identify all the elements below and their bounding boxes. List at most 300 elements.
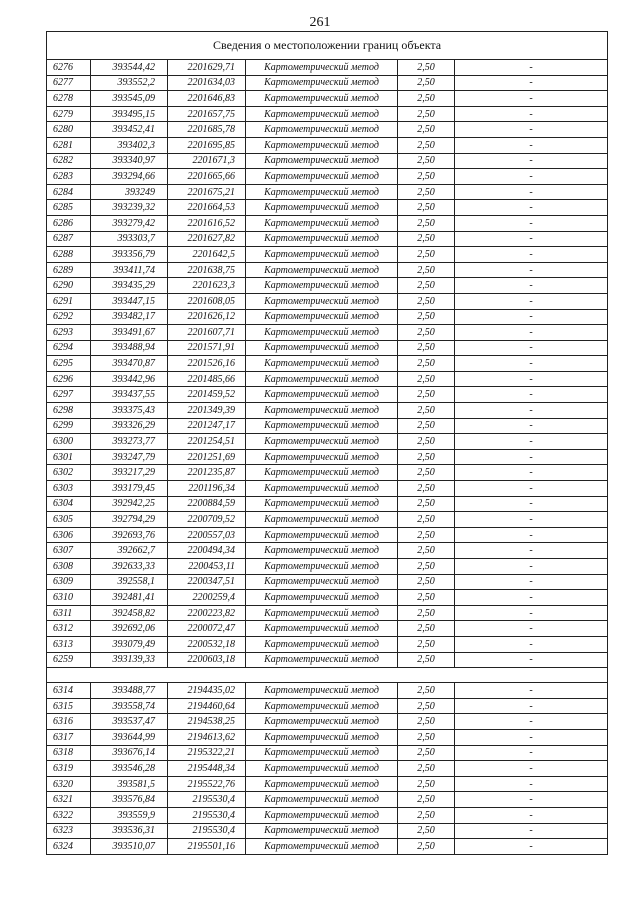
table-row <box>47 683 608 699</box>
accuracy-cell: 2,50 <box>398 231 455 247</box>
y-coordinate-cell: 2194435,02 <box>168 683 246 699</box>
description-cell: - <box>455 200 608 216</box>
table-row <box>47 574 608 590</box>
table-row <box>47 403 608 419</box>
x-coordinate-cell: 393079,49 <box>91 636 168 652</box>
method-cell: Картометрический метод <box>246 293 398 309</box>
x-coordinate-cell: 393179,45 <box>91 481 168 497</box>
y-coordinate-cell: 2200259,4 <box>168 590 246 606</box>
x-coordinate-cell: 392662,7 <box>91 543 168 559</box>
y-coordinate-cell: 2201526,16 <box>168 356 246 372</box>
table-row <box>47 761 608 777</box>
table-row <box>47 247 608 263</box>
x-coordinate-cell: 392633,33 <box>91 559 168 575</box>
table-row <box>47 122 608 138</box>
point-number-cell: 6290 <box>47 278 91 294</box>
accuracy-cell: 2,50 <box>398 434 455 450</box>
x-coordinate-cell: 392794,29 <box>91 512 168 528</box>
point-number-cell: 6293 <box>47 325 91 341</box>
method-cell: Картометрический метод <box>246 714 398 730</box>
method-cell: Картометрический метод <box>246 527 398 543</box>
method-cell: Картометрический метод <box>246 247 398 263</box>
table-row <box>47 807 608 823</box>
accuracy-cell: 2,50 <box>398 807 455 823</box>
accuracy-cell: 2,50 <box>398 496 455 512</box>
description-cell: - <box>455 745 608 761</box>
point-number-cell: 6318 <box>47 745 91 761</box>
x-coordinate-cell: 393303,7 <box>91 231 168 247</box>
description-cell: - <box>455 356 608 372</box>
description-cell: - <box>455 60 608 76</box>
method-cell: Картометрический метод <box>246 496 398 512</box>
x-coordinate-cell: 393676,14 <box>91 745 168 761</box>
method-cell: Картометрический метод <box>246 807 398 823</box>
accuracy-cell: 2,50 <box>398 745 455 761</box>
method-cell: Картометрический метод <box>246 75 398 91</box>
method-cell: Картометрический метод <box>246 481 398 497</box>
description-cell: - <box>455 543 608 559</box>
description-cell: - <box>455 184 608 200</box>
y-coordinate-cell: 2201235,87 <box>168 465 246 481</box>
method-cell: Картометрический метод <box>246 590 398 606</box>
point-number-cell: 6310 <box>47 590 91 606</box>
table-row <box>47 714 608 730</box>
y-coordinate-cell: 2200709,52 <box>168 512 246 528</box>
description-cell: - <box>455 792 608 808</box>
x-coordinate-cell: 392692,06 <box>91 621 168 637</box>
description-cell: - <box>455 293 608 309</box>
x-coordinate-cell: 393470,87 <box>91 356 168 372</box>
accuracy-cell: 2,50 <box>398 652 455 668</box>
description-cell: - <box>455 683 608 699</box>
x-coordinate-cell: 393340,97 <box>91 153 168 169</box>
accuracy-cell: 2,50 <box>398 340 455 356</box>
accuracy-cell: 2,50 <box>398 60 455 76</box>
table-row <box>47 559 608 575</box>
accuracy-cell: 2,50 <box>398 449 455 465</box>
x-coordinate-cell: 393437,55 <box>91 387 168 403</box>
y-coordinate-cell: 2195530,4 <box>168 823 246 839</box>
description-cell: - <box>455 776 608 792</box>
accuracy-cell: 2,50 <box>398 200 455 216</box>
y-coordinate-cell: 2201459,52 <box>168 387 246 403</box>
point-number-cell: 6324 <box>47 839 91 855</box>
y-coordinate-cell: 2201254,51 <box>168 434 246 450</box>
y-coordinate-cell: 2195322,21 <box>168 745 246 761</box>
x-coordinate-cell: 393495,15 <box>91 106 168 122</box>
description-cell: - <box>455 169 608 185</box>
method-cell: Картометрический метод <box>246 231 398 247</box>
point-number-cell: 6282 <box>47 153 91 169</box>
y-coordinate-cell: 2201657,75 <box>168 106 246 122</box>
accuracy-cell: 2,50 <box>398 247 455 263</box>
x-coordinate-cell: 392458,82 <box>91 605 168 621</box>
point-number-cell: 6278 <box>47 91 91 107</box>
description-cell: - <box>455 418 608 434</box>
y-coordinate-cell: 2201196,34 <box>168 481 246 497</box>
description-cell: - <box>455 340 608 356</box>
description-cell: - <box>455 309 608 325</box>
table-row <box>47 60 608 76</box>
table-row <box>47 106 608 122</box>
x-coordinate-cell: 393545,09 <box>91 91 168 107</box>
y-coordinate-cell: 2201665,66 <box>168 169 246 185</box>
y-coordinate-cell: 2201247,17 <box>168 418 246 434</box>
x-coordinate-cell: 392481,41 <box>91 590 168 606</box>
point-number-cell: 6288 <box>47 247 91 263</box>
x-coordinate-cell: 393452,41 <box>91 122 168 138</box>
table-row <box>47 481 608 497</box>
page-number: 261 <box>309 15 331 30</box>
point-number-cell: 6306 <box>47 527 91 543</box>
y-coordinate-cell: 2201627,82 <box>168 231 246 247</box>
x-coordinate-cell: 393279,42 <box>91 215 168 231</box>
table-row <box>47 278 608 294</box>
point-number-cell: 6303 <box>47 481 91 497</box>
method-cell: Картометрический метод <box>246 465 398 481</box>
point-number-cell: 6297 <box>47 387 91 403</box>
method-cell: Картометрический метод <box>246 434 398 450</box>
method-cell: Картометрический метод <box>246 823 398 839</box>
accuracy-cell: 2,50 <box>398 823 455 839</box>
table-row <box>47 527 608 543</box>
accuracy-cell: 2,50 <box>398 512 455 528</box>
table-row <box>47 325 608 341</box>
x-coordinate-cell: 393558,74 <box>91 698 168 714</box>
point-number-cell: 6312 <box>47 621 91 637</box>
method-cell: Картометрический метод <box>246 839 398 855</box>
y-coordinate-cell: 2194613,62 <box>168 729 246 745</box>
description-cell: - <box>455 75 608 91</box>
accuracy-cell: 2,50 <box>398 683 455 699</box>
description-cell: - <box>455 807 608 823</box>
accuracy-cell: 2,50 <box>398 325 455 341</box>
accuracy-cell: 2,50 <box>398 387 455 403</box>
description-cell: - <box>455 512 608 528</box>
y-coordinate-cell: 2194460,64 <box>168 698 246 714</box>
method-cell: Картометрический метод <box>246 356 398 372</box>
x-coordinate-cell: 393581,5 <box>91 776 168 792</box>
description-cell: - <box>455 465 608 481</box>
method-cell: Картометрический метод <box>246 403 398 419</box>
table-row <box>47 590 608 606</box>
point-number-cell: 6287 <box>47 231 91 247</box>
point-number-cell: 6300 <box>47 434 91 450</box>
table-row <box>47 418 608 434</box>
point-number-cell: 6294 <box>47 340 91 356</box>
accuracy-cell: 2,50 <box>398 293 455 309</box>
x-coordinate-cell: 393435,29 <box>91 278 168 294</box>
description-cell: - <box>455 91 608 107</box>
method-cell: Картометрический метод <box>246 262 398 278</box>
y-coordinate-cell: 2201642,5 <box>168 247 246 263</box>
point-number-cell: 6295 <box>47 356 91 372</box>
method-cell: Картометрический метод <box>246 574 398 590</box>
method-cell: Картометрический метод <box>246 449 398 465</box>
point-number-cell: 6315 <box>47 698 91 714</box>
method-cell: Картометрический метод <box>246 512 398 528</box>
x-coordinate-cell: 393247,79 <box>91 449 168 465</box>
description-cell: - <box>455 262 608 278</box>
method-cell: Картометрический метод <box>246 325 398 341</box>
accuracy-cell: 2,50 <box>398 169 455 185</box>
y-coordinate-cell: 2201626,12 <box>168 309 246 325</box>
point-number-cell: 6289 <box>47 262 91 278</box>
point-number-cell: 6313 <box>47 636 91 652</box>
accuracy-cell: 2,50 <box>398 839 455 855</box>
point-number-cell: 6259 <box>47 652 91 668</box>
table-row <box>47 91 608 107</box>
accuracy-cell: 2,50 <box>398 698 455 714</box>
point-number-cell: 6280 <box>47 122 91 138</box>
accuracy-cell: 2,50 <box>398 215 455 231</box>
table-row <box>47 792 608 808</box>
y-coordinate-cell: 2200072,47 <box>168 621 246 637</box>
y-coordinate-cell: 2195448,34 <box>168 761 246 777</box>
method-cell: Картометрический метод <box>246 745 398 761</box>
x-coordinate-cell: 393536,31 <box>91 823 168 839</box>
point-number-cell: 6302 <box>47 465 91 481</box>
table-row <box>47 356 608 372</box>
point-number-cell: 6307 <box>47 543 91 559</box>
description-cell: - <box>455 371 608 387</box>
x-coordinate-cell: 393249 <box>91 184 168 200</box>
method-cell: Картометрический метод <box>246 184 398 200</box>
accuracy-cell: 2,50 <box>398 776 455 792</box>
y-coordinate-cell: 2201349,39 <box>168 403 246 419</box>
accuracy-cell: 2,50 <box>398 184 455 200</box>
description-cell: - <box>455 153 608 169</box>
point-number-cell: 6311 <box>47 605 91 621</box>
point-number-cell: 6308 <box>47 559 91 575</box>
point-number-cell: 6291 <box>47 293 91 309</box>
description-cell: - <box>455 137 608 153</box>
method-cell: Картометрический метод <box>246 91 398 107</box>
table-row <box>47 621 608 637</box>
x-coordinate-cell: 393217,29 <box>91 465 168 481</box>
method-cell: Картометрический метод <box>246 559 398 575</box>
table-row <box>47 215 608 231</box>
x-coordinate-cell: 393482,17 <box>91 309 168 325</box>
y-coordinate-cell: 2201638,75 <box>168 262 246 278</box>
accuracy-cell: 2,50 <box>398 792 455 808</box>
table-row <box>47 293 608 309</box>
point-number-cell: 6299 <box>47 418 91 434</box>
y-coordinate-cell: 2201695,85 <box>168 137 246 153</box>
description-cell: - <box>455 698 608 714</box>
method-cell: Картометрический метод <box>246 761 398 777</box>
x-coordinate-cell: 393544,42 <box>91 60 168 76</box>
method-cell: Картометрический метод <box>246 418 398 434</box>
accuracy-cell: 2,50 <box>398 714 455 730</box>
table-row <box>47 200 608 216</box>
table-row <box>47 776 608 792</box>
description-cell: - <box>455 761 608 777</box>
x-coordinate-cell: 392558,1 <box>91 574 168 590</box>
accuracy-cell: 2,50 <box>398 605 455 621</box>
accuracy-cell: 2,50 <box>398 621 455 637</box>
x-coordinate-cell: 393510,07 <box>91 839 168 855</box>
y-coordinate-cell: 2200603,18 <box>168 652 246 668</box>
table-row <box>47 543 608 559</box>
point-number-cell: 6279 <box>47 106 91 122</box>
method-cell: Картометрический метод <box>246 371 398 387</box>
y-coordinate-cell: 2201616,52 <box>168 215 246 231</box>
accuracy-cell: 2,50 <box>398 122 455 138</box>
method-cell: Картометрический метод <box>246 340 398 356</box>
point-number-cell: 6314 <box>47 683 91 699</box>
x-coordinate-cell: 393491,67 <box>91 325 168 341</box>
y-coordinate-cell: 2201608,05 <box>168 293 246 309</box>
description-cell: - <box>455 605 608 621</box>
y-coordinate-cell: 2201485,66 <box>168 371 246 387</box>
accuracy-cell: 2,50 <box>398 106 455 122</box>
description-cell: - <box>455 839 608 855</box>
method-cell: Картометрический метод <box>246 652 398 668</box>
table-row <box>47 387 608 403</box>
point-number-cell: 6285 <box>47 200 91 216</box>
point-number-cell: 6277 <box>47 75 91 91</box>
method-cell: Картометрический метод <box>246 776 398 792</box>
method-cell: Картометрический метод <box>246 309 398 325</box>
table-row <box>47 309 608 325</box>
y-coordinate-cell: 2201664,53 <box>168 200 246 216</box>
x-coordinate-cell: 393411,74 <box>91 262 168 278</box>
y-coordinate-cell: 2200223,82 <box>168 605 246 621</box>
description-cell: - <box>455 247 608 263</box>
table-row <box>47 231 608 247</box>
point-number-cell: 6316 <box>47 714 91 730</box>
table-row <box>47 605 608 621</box>
description-cell: - <box>455 106 608 122</box>
description-cell: - <box>455 215 608 231</box>
description-cell: - <box>455 823 608 839</box>
table-title-row <box>47 32 608 60</box>
group-separator-row <box>47 668 608 683</box>
table-row <box>47 449 608 465</box>
x-coordinate-cell: 392693,76 <box>91 527 168 543</box>
description-cell: - <box>455 481 608 497</box>
description-cell: - <box>455 496 608 512</box>
x-coordinate-cell: 393488,94 <box>91 340 168 356</box>
y-coordinate-cell: 2200494,34 <box>168 543 246 559</box>
table-row <box>47 636 608 652</box>
table-row <box>47 698 608 714</box>
accuracy-cell: 2,50 <box>398 761 455 777</box>
accuracy-cell: 2,50 <box>398 356 455 372</box>
point-number-cell: 6309 <box>47 574 91 590</box>
y-coordinate-cell: 2201571,91 <box>168 340 246 356</box>
method-cell: Картометрический метод <box>246 278 398 294</box>
x-coordinate-cell: 393356,79 <box>91 247 168 263</box>
table-row <box>47 75 608 91</box>
x-coordinate-cell: 393402,3 <box>91 137 168 153</box>
x-coordinate-cell: 393559,9 <box>91 807 168 823</box>
point-number-cell: 6283 <box>47 169 91 185</box>
y-coordinate-cell: 2200453,11 <box>168 559 246 575</box>
point-number-cell: 6322 <box>47 807 91 823</box>
method-cell: Картометрический метод <box>246 729 398 745</box>
point-number-cell: 6305 <box>47 512 91 528</box>
table-row <box>47 823 608 839</box>
table-row <box>47 839 608 855</box>
y-coordinate-cell: 2201685,78 <box>168 122 246 138</box>
description-cell: - <box>455 278 608 294</box>
x-coordinate-cell: 393326,29 <box>91 418 168 434</box>
x-coordinate-cell: 393537,47 <box>91 714 168 730</box>
table-row <box>47 184 608 200</box>
description-cell: - <box>455 652 608 668</box>
point-number-cell: 6286 <box>47 215 91 231</box>
table-row <box>47 137 608 153</box>
accuracy-cell: 2,50 <box>398 262 455 278</box>
table-row <box>47 465 608 481</box>
method-cell: Картометрический метод <box>246 153 398 169</box>
y-coordinate-cell: 2195501,16 <box>168 839 246 855</box>
point-number-cell: 6321 <box>47 792 91 808</box>
table-row <box>47 745 608 761</box>
method-cell: Картометрический метод <box>246 200 398 216</box>
method-cell: Картометрический метод <box>246 621 398 637</box>
description-cell: - <box>455 714 608 730</box>
description-cell: - <box>455 122 608 138</box>
table-row <box>47 652 608 668</box>
x-coordinate-cell: 393546,28 <box>91 761 168 777</box>
method-cell: Картометрический метод <box>246 137 398 153</box>
description-cell: - <box>455 231 608 247</box>
description-cell: - <box>455 387 608 403</box>
x-coordinate-cell: 393442,96 <box>91 371 168 387</box>
method-cell: Картометрический метод <box>246 106 398 122</box>
method-cell: Картометрический метод <box>246 215 398 231</box>
y-coordinate-cell: 2201607,71 <box>168 325 246 341</box>
table-row <box>47 169 608 185</box>
table-row <box>47 262 608 278</box>
y-coordinate-cell: 2195522,76 <box>168 776 246 792</box>
accuracy-cell: 2,50 <box>398 371 455 387</box>
x-coordinate-cell: 393375,43 <box>91 403 168 419</box>
accuracy-cell: 2,50 <box>398 527 455 543</box>
x-coordinate-cell: 393447,15 <box>91 293 168 309</box>
boundary-coordinates-table <box>46 31 608 855</box>
point-number-cell: 6276 <box>47 60 91 76</box>
accuracy-cell: 2,50 <box>398 75 455 91</box>
x-coordinate-cell: 392942,25 <box>91 496 168 512</box>
table-row <box>47 340 608 356</box>
y-coordinate-cell: 2201251,69 <box>168 449 246 465</box>
description-cell: - <box>455 449 608 465</box>
x-coordinate-cell: 393576,84 <box>91 792 168 808</box>
point-number-cell: 6298 <box>47 403 91 419</box>
x-coordinate-cell: 393644,99 <box>91 729 168 745</box>
y-coordinate-cell: 2200557,03 <box>168 527 246 543</box>
accuracy-cell: 2,50 <box>398 91 455 107</box>
accuracy-cell: 2,50 <box>398 137 455 153</box>
method-cell: Картометрический метод <box>246 543 398 559</box>
method-cell: Картометрический метод <box>246 636 398 652</box>
table-row <box>47 153 608 169</box>
y-coordinate-cell: 2200884,59 <box>168 496 246 512</box>
y-coordinate-cell: 2201646,83 <box>168 91 246 107</box>
table-title: Сведения о местоположении границ объекта <box>47 32 608 60</box>
accuracy-cell: 2,50 <box>398 729 455 745</box>
description-cell: - <box>455 434 608 450</box>
x-coordinate-cell: 393139,33 <box>91 652 168 668</box>
table-row <box>47 371 608 387</box>
method-cell: Картометрический метод <box>246 698 398 714</box>
y-coordinate-cell: 2195530,4 <box>168 792 246 808</box>
table-row <box>47 496 608 512</box>
